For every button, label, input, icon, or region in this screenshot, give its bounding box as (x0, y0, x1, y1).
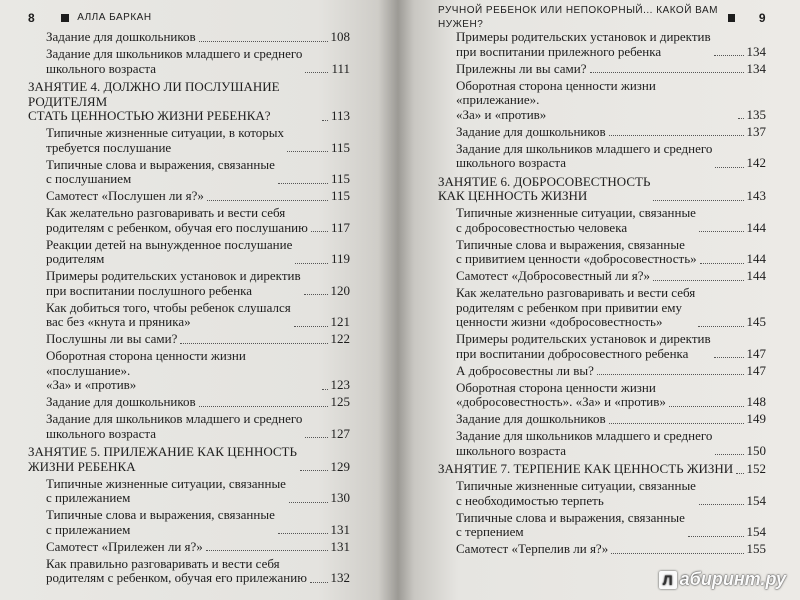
toc-entry (438, 79, 766, 123)
dot-leader (199, 406, 328, 407)
dot-leader (294, 326, 328, 327)
dot-leader (609, 135, 744, 136)
toc-entry (28, 349, 350, 393)
toc-page-number: 108 (330, 29, 350, 44)
toc-entry (438, 238, 766, 267)
toc-entry-title: Как желательно разговаривать и вести себя родителям с ребенком при привитии ему ценности жизни «добросовестность» (456, 285, 696, 329)
toc-page-number: 123 (330, 377, 350, 392)
dot-leader (310, 582, 328, 583)
toc-page-number: 144 (746, 268, 766, 283)
toc-page-number: 145 (746, 314, 766, 329)
dot-leader (699, 231, 744, 232)
left-page (0, 0, 398, 600)
toc-entry (28, 189, 350, 204)
watermark-text: абиринт.ру (679, 569, 786, 589)
table-of-contents (28, 30, 350, 586)
dot-leader (304, 294, 328, 295)
toc-entry-title: Задание для дошкольников (456, 123, 606, 139)
toc-entry (28, 126, 350, 155)
toc-page-number: 137 (746, 123, 766, 139)
toc-entry-title: ЗАНЯТИЕ 7. ТЕРПЕНИЕ КАК ЦЕННОСТЬ ЖИЗНИ (438, 461, 734, 476)
toc-page-number: 154 (746, 492, 766, 508)
toc-entry (28, 332, 350, 347)
toc-entry (438, 286, 766, 330)
dot-leader (714, 55, 744, 56)
toc-page-number: 154 (746, 524, 766, 539)
toc-entry-title: Типичные жизненные ситуации, связанные с добросовестностью человека (456, 205, 696, 235)
toc-page-number: 150 (746, 442, 766, 458)
dot-leader (653, 280, 744, 281)
dot-leader (736, 473, 743, 474)
toc-entry-title: Примеры родительских установок и директив при воспитании послушного ребенка (46, 268, 301, 298)
toc-entry (28, 557, 350, 586)
page-number: 9 (758, 10, 766, 25)
toc-entry-title: Как желательно разговаривать и вести себя родителям с ребенком, обучая его послушанию (46, 205, 308, 235)
toc-page-number: 125 (330, 394, 350, 409)
dot-leader (700, 263, 744, 264)
toc-entry (438, 479, 766, 508)
square-bullet-icon (728, 14, 735, 22)
toc-entry (438, 542, 766, 557)
dot-leader (305, 437, 327, 438)
toc-page-number: 115 (330, 171, 350, 186)
toc-entry (28, 269, 350, 298)
toc-page-number: 134 (746, 60, 766, 76)
toc-page-number: 147 (746, 362, 766, 378)
dot-leader (738, 118, 744, 119)
toc-entry-title: Задание для дошкольников (46, 29, 196, 44)
toc-chapter-entry (438, 462, 766, 477)
toc-entry-title: ЗАНЯТИЕ 6. ДОБРОСОВЕСТНОСТЬ КАК ЦЕННОСТЬ ЖИЗНИ (438, 173, 651, 203)
toc-entry-title: Задание для школьников младшего и среднего школьного возраста (46, 46, 303, 76)
toc-page-number: 115 (330, 139, 350, 155)
toc-entry-title: А добросовестны ли вы? (456, 362, 594, 378)
toc-page-number: 149 (746, 411, 766, 426)
toc-entry-title: Типичные жизненные ситуации, связанные с необходимостью терпеть (456, 478, 696, 508)
running-head: РУЧНОЙ РЕБЕНОК ИЛИ НЕПОКОРНЫЙ... КАКОЙ ВАМ НУЖЕН? (438, 4, 719, 30)
dot-leader (669, 406, 744, 407)
toc-entry (438, 364, 766, 379)
toc-entry-title: Самотест «Прилежен ли я?» (46, 538, 203, 554)
dot-leader (699, 504, 744, 505)
toc-entry-title: Задание для школьников младшего и среднего школьного возраста (46, 411, 303, 441)
toc-entry-title: Задание для школьников младшего и среднего школьного возраста (456, 428, 713, 458)
toc-entry (28, 238, 350, 267)
dot-leader (322, 389, 328, 390)
toc-entry-title: Типичные слова и выражения, связанные с прилежанием (46, 507, 275, 537)
toc-entry-title: Примеры родительских установок и директив при воспитании прилежного ребенка (456, 29, 711, 59)
toc-entry-title: Задание для дошкольников (456, 411, 606, 426)
dot-leader (289, 502, 328, 503)
toc-page-number: 115 (330, 188, 350, 203)
toc-entry-title: Типичные слова и выражения, связанные с послушанием (46, 156, 275, 186)
dot-leader (206, 550, 328, 551)
toc-page-number: 127 (330, 425, 350, 441)
toc-entry (28, 412, 350, 441)
toc-entry-title: Типичные слова и выражения, связанные с терпением (456, 509, 685, 539)
toc-entry-title: Задание для школьников младшего и среднего школьного возраста (456, 140, 713, 170)
dot-leader (590, 72, 744, 73)
toc-page-number: 130 (330, 490, 350, 505)
toc-page-number: 131 (330, 538, 350, 554)
toc-entry (438, 429, 766, 458)
toc-entry-title: Прилежны ли вы сами? (456, 60, 587, 76)
toc-entry (438, 30, 766, 59)
toc-entry-title: Оборотная сторона ценности жизни «добросовестность». «За» и «против» (456, 379, 666, 409)
dot-leader (295, 263, 328, 264)
toc-entry-title: ЗАНЯТИЕ 5. ПРИЛЕЖАНИЕ КАК ЦЕННОСТЬ ЖИЗНИ РЕБЕНКА (28, 444, 297, 474)
toc-entry-title: Типичные жизненные ситуации, в которых требуется послушание (46, 125, 285, 155)
toc-entry-title: Самотест «Послушен ли я?» (46, 188, 204, 203)
dot-leader (300, 470, 328, 471)
toc-page-number: 120 (330, 282, 350, 298)
toc-entry (28, 206, 350, 235)
page-number: 8 (28, 10, 36, 25)
toc-entry (438, 511, 766, 540)
toc-entry-title: Оборотная сторона ценности жизни «прилежание». «За» и «против» (456, 77, 656, 122)
dot-leader (322, 120, 328, 121)
toc-page-number: 121 (330, 314, 350, 329)
dot-leader (207, 200, 328, 201)
toc-entry (28, 540, 350, 555)
dot-leader (611, 553, 743, 554)
toc-entry-title: Задание для дошкольников (46, 394, 196, 409)
toc-entry-title: Типичные слова и выражения, связанные с привитием ценности «добросовестность» (456, 236, 697, 266)
toc-entry (438, 62, 766, 77)
toc-entry-title: Примеры родительских установок и директив при воспитании добросовестного ребенка (456, 331, 711, 361)
dot-leader (199, 41, 328, 42)
toc-page-number: 113 (330, 108, 350, 123)
toc-entry (28, 508, 350, 537)
toc-entry (438, 206, 766, 235)
toc-entry (438, 125, 766, 140)
left-header (28, 10, 350, 26)
labirint-logo-icon: Л (659, 571, 677, 589)
toc-entry (28, 477, 350, 506)
toc-entry-title: Типичные жизненные ситуации, связанные с прилежанием (46, 475, 286, 505)
right-page (398, 0, 800, 600)
toc-page-number: 152 (746, 461, 766, 476)
dot-leader (714, 357, 744, 358)
toc-chapter-entry (28, 445, 350, 474)
toc-entry (28, 301, 350, 330)
toc-page-number: 144 (746, 251, 766, 266)
toc-entry-title: Послушны ли вы сами? (46, 331, 178, 346)
dot-leader (698, 326, 743, 327)
toc-entry (438, 269, 766, 284)
toc-entry-title: Как добиться того, чтобы ребенок слушался вас без «кнута и пряника» (46, 299, 291, 329)
toc-page-number: 144 (746, 219, 766, 235)
toc-entry (438, 381, 766, 410)
dot-leader (597, 374, 744, 375)
toc-page-number: 147 (746, 345, 766, 361)
toc-page-number: 143 (746, 188, 766, 203)
table-of-contents (438, 30, 766, 557)
dot-leader (715, 167, 743, 168)
toc-entry (28, 158, 350, 187)
toc-entry (28, 30, 350, 45)
toc-entry (438, 142, 766, 171)
toc-entry (28, 395, 350, 410)
toc-entry-title: Оборотная сторона ценности жизни «послушание». «За» и «против» (46, 348, 246, 392)
toc-entry (28, 47, 350, 76)
toc-entry-title: Самотест «Терпелив ли я?» (456, 541, 609, 556)
dot-leader (688, 536, 744, 537)
toc-page-number: 119 (330, 251, 350, 266)
toc-entry (438, 412, 766, 427)
toc-page-number: 134 (746, 43, 766, 59)
square-bullet-icon (61, 14, 69, 22)
dot-leader (287, 151, 328, 152)
dot-leader (609, 423, 744, 424)
toc-entry-title: ЗАНЯТИЕ 4. ДОЛЖНО ЛИ ПОСЛУШАНИЕ РОДИТЕЛЯМ СТАТЬ ЦЕННОСТЬЮ ЖИЗНИ РЕБЕНКА? (28, 79, 280, 123)
toc-page-number: 122 (330, 331, 350, 346)
toc-chapter-entry (28, 80, 350, 124)
toc-page-number: 155 (746, 541, 766, 556)
toc-entry (438, 332, 766, 361)
toc-entry-title: Как правильно разговаривать и вести себя родителям с ребенком, обучая его прилежанию (46, 555, 307, 585)
toc-page-number: 132 (330, 570, 350, 585)
running-head: АЛЛА БАРКАН (77, 11, 152, 23)
dot-leader (305, 72, 328, 73)
toc-page-number: 135 (746, 106, 766, 122)
toc-page-number: 111 (331, 60, 350, 76)
right-header (438, 4, 766, 30)
toc-entry-title: Самотест «Добросовестный ли я?» (456, 268, 650, 283)
toc-page-number: 148 (746, 394, 766, 409)
dot-leader (653, 200, 743, 201)
toc-entry-title: Реакции детей на вынужденное послушание родителям (46, 236, 293, 266)
dot-leader (180, 343, 327, 344)
labirint-watermark (659, 569, 786, 590)
toc-page-number: 131 (330, 521, 350, 537)
toc-chapter-entry (438, 175, 766, 204)
dot-leader (278, 183, 328, 184)
dot-leader (715, 454, 743, 455)
dot-leader (311, 231, 328, 232)
toc-page-number: 129 (330, 458, 350, 474)
toc-page-number: 117 (330, 219, 350, 235)
dot-leader (278, 533, 328, 534)
toc-page-number: 142 (746, 155, 766, 170)
